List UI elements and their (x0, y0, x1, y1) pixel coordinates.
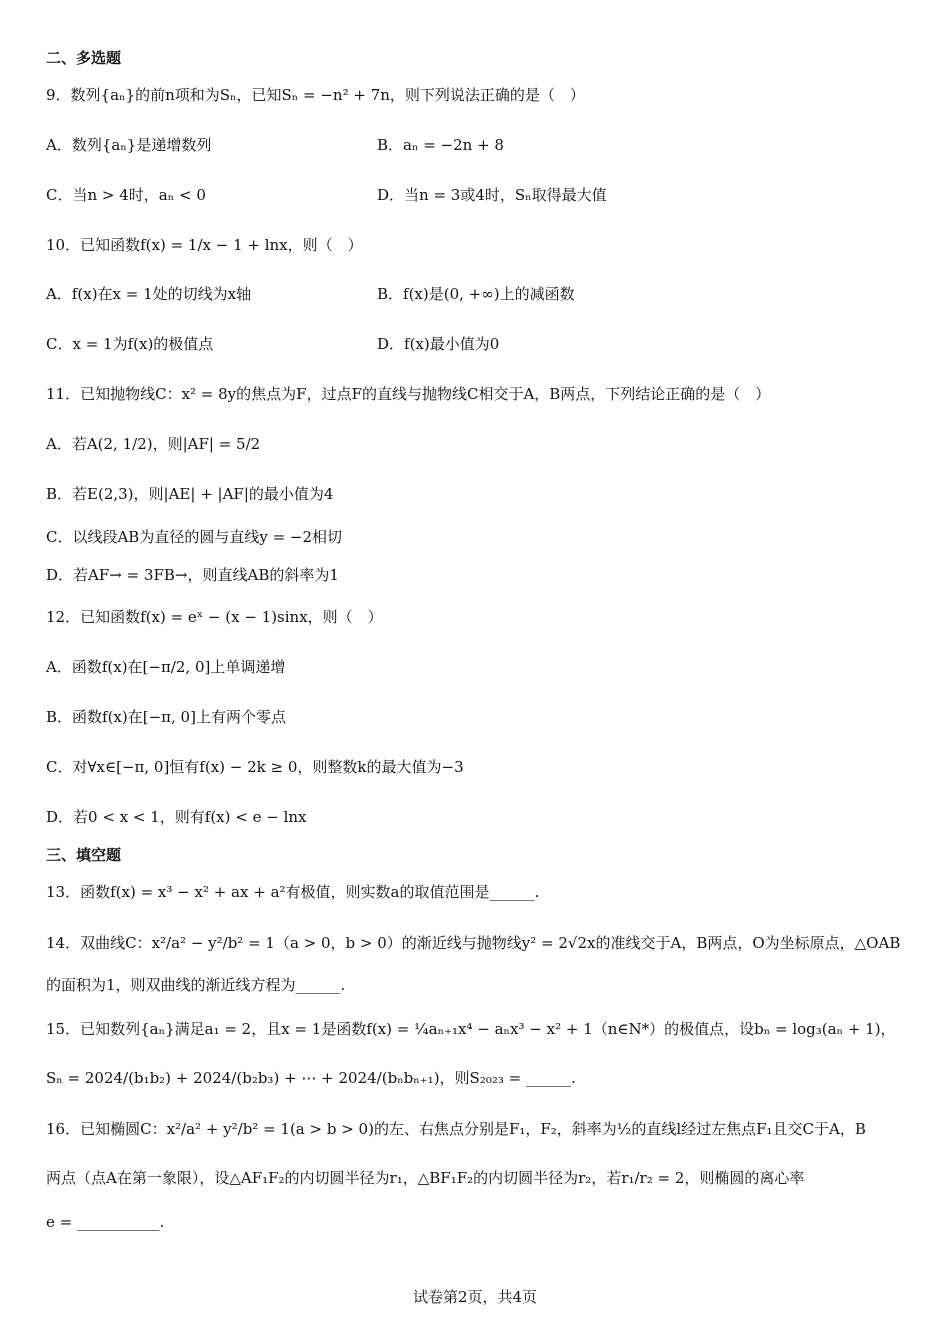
question-12-stem: 12．已知函数f(x) = eˣ − (x − 1)sinx，则（ ） (46, 608, 383, 626)
question-15-line-2: Sₙ = 2024/(b₁b₂) + 2024/(b₂b₃) + ⋯ + 2024/(bₙbₙ₊₁)，则S₂₀₂₃ = ______. (46, 1069, 576, 1087)
question-11-option-c: C．以线段AB为直径的圆与直线y = −2相切 (46, 528, 343, 546)
question-10-option-a: A．f(x)在x = 1处的切线为x轴 (46, 285, 252, 303)
section-title-fill-in: 三、填空题 (46, 846, 122, 864)
question-12-option-b: B．函数f(x)在[−π, 0]上有两个零点 (46, 708, 286, 726)
question-16-line-2: 两点（点A在第一象限），设△AF₁F₂的内切圆半径为r₁，△BF₁F₂的内切圆半径为r₂，若r₁/r₂ = 2，则椭圆的离心率 (46, 1169, 805, 1187)
question-12-option-d: D．若0 < x < 1，则有f(x) < e − lnx (46, 808, 307, 826)
question-14-line-2: 的面积为1，则双曲线的渐近线方程为______. (46, 976, 346, 994)
question-13: 13．函数f(x) = x³ − x² + ax + a²有极值，则实数a的取值范围是______. (46, 883, 540, 901)
question-10-option-b: B．f(x)是(0, +∞)上的减函数 (377, 285, 575, 303)
question-9-option-a: A．数列{aₙ}是递增数列 (46, 136, 212, 154)
question-11-option-d: D．若AF→ = 3FB→，则直线AB的斜率为1 (46, 566, 339, 584)
question-10-stem: 10．已知函数f(x) = 1/x − 1 + lnx，则（ ） (46, 236, 363, 254)
question-9-stem: 9．数列{aₙ}的前n项和为Sₙ，已知Sₙ = −n² + 7n，则下列说法正确的是（ ） (46, 86, 585, 104)
question-16-line-3: e = ___________. (46, 1213, 165, 1231)
section-title-multiple-choice: 二、多选题 (46, 49, 122, 67)
question-12-option-c: C．对∀x∈[−π, 0]恒有f(x) − 2k ≥ 0，则整数k的最大值为−3 (46, 758, 464, 776)
question-9-option-c: C．当n > 4时，aₙ < 0 (46, 186, 206, 204)
question-11-option-a: A．若A(2, 1/2)，则|AF| = 5/2 (46, 435, 261, 453)
question-9-option-b: B．aₙ = −2n + 8 (377, 136, 504, 154)
question-11-stem: 11．已知抛物线C：x² = 8y的焦点为F，过点F的直线与抛物线C相交于A，B两点，下列结论正确的是（ ） (46, 385, 771, 403)
question-10-option-c: C．x = 1为f(x)的极值点 (46, 335, 214, 353)
question-15-line-1: 15．已知数列{aₙ}满足a₁ = 2，且x = 1是函数f(x) = ¼aₙ₊₁x⁴ − aₙx³ − x² + 1（n∈N*）的极值点，设bₙ = log₃(aₙ + 1)， (46, 1020, 896, 1038)
question-10-option-d: D．f(x)最小值为0 (377, 335, 500, 353)
page-footer: 试卷第2页，共4页 (412, 1288, 538, 1306)
question-11-option-b: B．若E(2,3)，则|AE| + |AF|的最小值为4 (46, 485, 334, 503)
question-16-line-1: 16．已知椭圆C：x²/a² + y²/b² = 1(a > b > 0)的左、右焦点分别是F₁，F₂，斜率为½的直线l经过左焦点F₁且交C于A，B (46, 1120, 866, 1138)
question-14-line-1: 14．双曲线C：x²/a² − y²/b² = 1（a > 0，b > 0）的渐近线与抛物线y² = 2√2x的准线交于A，B两点，O为坐标原点，△OAB (46, 934, 901, 952)
question-9-option-d: D．当n = 3或4时，Sₙ取得最大值 (377, 186, 607, 204)
question-12-option-a: A．函数f(x)在[−π/2, 0]上单调递增 (46, 658, 286, 676)
